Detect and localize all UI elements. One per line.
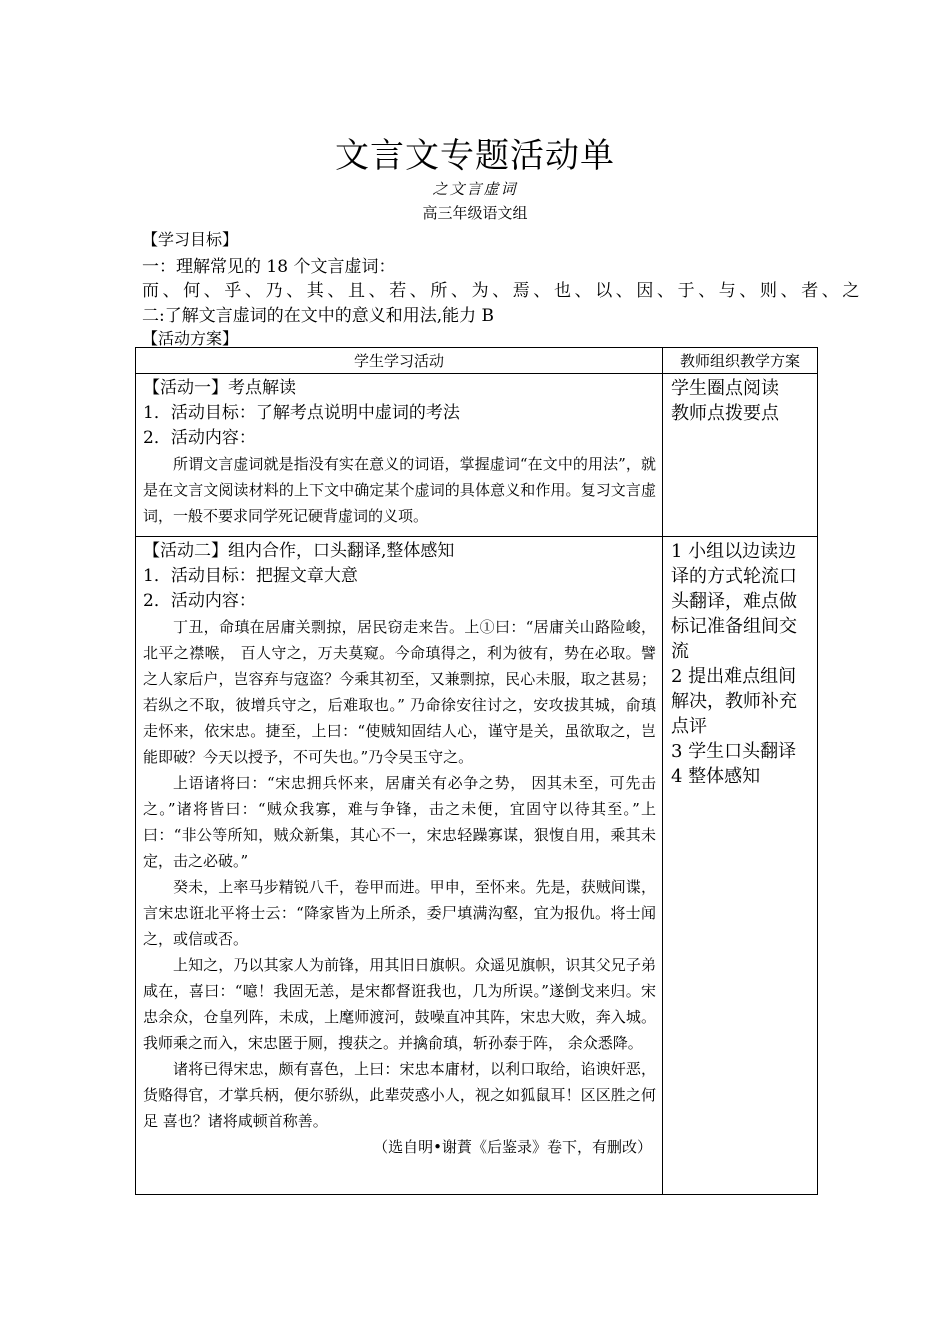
passage-paragraph: 上语诸将曰：“宋忠拥兵怀来，居庸关有必争之势， 因其未至，可先击之。”诸将皆曰：“贼众我寡，难与争锋，击之未便，宜固守以待其至。”上曰：“非公等所知，贼众新集，其心不一，宋忠轻躁寡谋，狠愎自用，乘其未定，击之必破。”: [143, 774, 656, 870]
passage-paragraph: 丁丑，命瑱在居庸关剽掠，居民窃走来告。上①曰：“居庸关山路险峻，北平之襟喉， 百人守之，万夫莫窥。今命瑱得之，利为彼有，势在必取。譬之人家后户，岂容弃与寇盗？今乘其初至，又兼剽掠，民心未服，取之甚易；若纵之不取，彼增兵守之，后难取也。” 乃命徐安往讨之，安攻拔其城，俞瑱走怀来，依宋忠。捷至，上曰：“使贼知固结人心，谨守是关，虽欲取之，岂能即破？今天以授予，不可失也。”乃令吴玉守之。: [143, 618, 656, 766]
activity2-teacher-step: 3 学生口头翻译: [671, 741, 797, 762]
table-header-row: [136, 348, 818, 374]
author-group: 高三年级语文组: [422, 204, 528, 222]
activity1-teacher-cell: [663, 374, 818, 537]
activity2-teacher-step: 2 提出难点组间解决，教师补充点评: [671, 666, 797, 737]
activity2-row: [136, 537, 818, 1195]
activity1-content-label: 2．活动内容：: [143, 428, 256, 448]
page-title: 文言文专题活动单: [335, 136, 615, 176]
activity1-student-cell: [136, 374, 663, 537]
column-header-teacher: 教师组织教学方案: [663, 348, 818, 374]
activity2-teacher-step: 1 小组以边读边译的方式轮流口头翻译，难点做标记准备组间交流: [671, 541, 797, 662]
page-subtitle: 之文言虚词: [432, 180, 518, 198]
activity1-title: 【活动一】考点解读: [143, 378, 296, 398]
column-header-student: 学生学习活动: [136, 348, 663, 374]
goal-item-2: 二:了解文言虚词的在文中的意义和用法,能力 B: [142, 306, 495, 326]
activity1-teacher-line: 学生圈点阅读: [671, 378, 779, 399]
activity2-teacher-step: 4 整体感知: [671, 766, 761, 787]
goal-item-1: 一：理解常见的 18 个文言虚词：: [142, 257, 396, 277]
passage-paragraph: 上知之，乃以其家人为前锋，用其旧日旗帜。众遥见旗帜，识其父兄子弟咸在，喜曰：“噫！我固无恙，是宋都督诳我也，几为所误。”遂倒戈来归。宋忠余众，仓皇列阵，未成，上麾师渡河，鼓噪直冲其阵，宋忠大败，奔入城。我师乘之而入，宋忠匿于厕，搜获之。并擒俞瑱，斩孙泰于阵， 余众悉降。: [143, 956, 656, 1052]
activity-table: [135, 347, 818, 1195]
activity2-title: 【活动二】组内合作，口头翻译,整体感知: [143, 541, 455, 561]
passage-paragraph: 诸将已得宋忠，颇有喜色，上曰：宋忠本庸材，以利口取给，谄谀奸恶，货赂得官，才掌兵柄，便尔骄纵，此辈荧惑小人，视之如狐鼠耳！区区胜之何足 喜也？诸将咸顿首称善。: [143, 1060, 656, 1130]
passage-source: （选自明•谢蕡《后鉴录》卷下，有删改）: [373, 1138, 652, 1156]
activity2-teacher-cell: [663, 537, 818, 1195]
passage-paragraph: 癸未，上率马步精锐八千，卷甲而进。甲申，至怀来。先是，获贼间谍，言宋忠诳北平将士云：“降家皆为上所杀，委尸填满沟壑，宜为报仇。将士闻之，或信或否。: [143, 878, 656, 948]
function-words-list: 而、何、乎、乃、其、且、若、所、为、焉、也、以、因、于、与、则、者、之: [142, 281, 863, 301]
activity2-goal: 1．活动目标：把握文章大意: [143, 566, 358, 586]
activity-plan-label: 【活动方案】: [142, 329, 239, 348]
activity2-student-cell: [136, 537, 663, 1195]
activity1-row: [136, 374, 818, 537]
activity1-text: 所谓文言虚词就是指没有实在意义的词语，掌握虚词“在文中的用法”，就是在文言文阅读材料的上下文中确定某个虚词的具体意义和作用。复习文言虚词，一般不要求同学死记硬背虚词的义项。: [143, 455, 656, 525]
activity1-teacher-line: 教师点拨要点: [671, 403, 779, 424]
activity2-content-label: 2．活动内容：: [143, 591, 256, 611]
learning-goals-label: 【学习目标】: [142, 230, 239, 249]
activity1-goal: 1．活动目标：了解考点说明中虚词的考法: [143, 403, 460, 423]
